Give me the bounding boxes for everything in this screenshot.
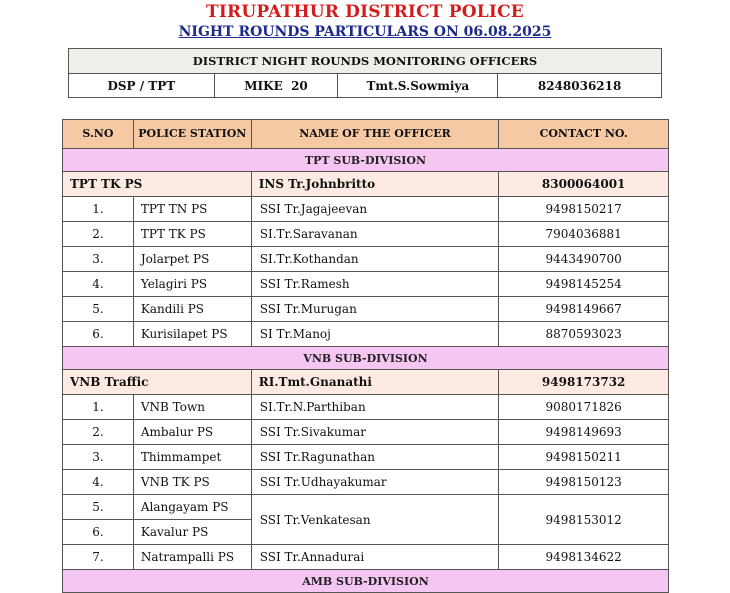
row-contact: 9443490700 (499, 247, 669, 272)
row-officer: SSI Tr.Jagajeevan (251, 197, 499, 222)
row-sno: 7. (63, 545, 134, 570)
row-station: Kurisilapet PS (133, 322, 251, 347)
row-contact: 8870593023 (499, 322, 669, 347)
column-header-station: POLICE STATION (133, 120, 251, 149)
row-officer: SI.Tr.Kothandan (251, 247, 499, 272)
row-contact: 9498153012 (499, 495, 669, 545)
row-station: Thimmampet (133, 445, 251, 470)
subdivision-row-tpt (63, 149, 669, 172)
row-station: TPT TN PS (133, 197, 251, 222)
row-station: Jolarpet PS (133, 247, 251, 272)
row-officer: SSI Tr.Ramesh (251, 272, 499, 297)
group-row-tpt (63, 172, 669, 197)
row-station: Natrampalli PS (133, 545, 251, 570)
district-callsign: MIKE 20 (214, 74, 338, 98)
row-contact: 9498150217 (499, 197, 669, 222)
district-contact: 8248036218 (498, 74, 662, 98)
row-officer: SSI Tr.Sivakumar (251, 420, 499, 445)
table-row (63, 470, 669, 495)
row-contact: 9080171826 (499, 395, 669, 420)
row-contact: 9498145254 (499, 272, 669, 297)
row-contact: 9498149667 (499, 297, 669, 322)
night-rounds-table (62, 119, 669, 593)
row-sno: 1. (63, 395, 134, 420)
row-sno: 6. (63, 520, 134, 545)
row-officer: SSI Tr.Ragunathan (251, 445, 499, 470)
row-officer: SSI Tr.Udhayakumar (251, 470, 499, 495)
row-sno: 3. (63, 247, 134, 272)
group-officer: INS Tr.Johnbritto (251, 172, 499, 197)
group-name: TPT TK PS (63, 172, 252, 197)
district-officer-name: Tmt.S.Sowmiya (338, 74, 498, 98)
document-title: TIRUPATHUR DISTRICT POLICE (206, 2, 524, 22)
subdivision-row-vnb (63, 347, 669, 370)
group-contact: 9498173732 (499, 370, 669, 395)
row-station: VNB TK PS (133, 470, 251, 495)
group-contact: 8300064001 (499, 172, 669, 197)
row-station: Kavalur PS (133, 520, 251, 545)
row-sno: 2. (63, 420, 134, 445)
table-row (63, 297, 669, 322)
row-contact: 9498150123 (499, 470, 669, 495)
row-station: Yelagiri PS (133, 272, 251, 297)
subdivision-label: TPT SUB-DIVISION (63, 149, 669, 172)
group-officer: RI.Tmt.Gnanathi (251, 370, 499, 395)
document-subtitle: NIGHT ROUNDS PARTICULARS ON 06.08.2025 (178, 24, 552, 40)
subdivision-label: VNB SUB-DIVISION (63, 347, 669, 370)
table-row (63, 420, 669, 445)
table-row (63, 247, 669, 272)
row-sno: 6. (63, 322, 134, 347)
subdivision-row-amb (63, 570, 669, 593)
row-officer: SSI Tr.Annadurai (251, 545, 499, 570)
row-contact: 7904036881 (499, 222, 669, 247)
subdivision-label: AMB SUB-DIVISION (63, 570, 669, 593)
table-row (63, 197, 669, 222)
column-header-sno: S.NO (63, 120, 134, 149)
table-row (63, 272, 669, 297)
row-contact: 9498134622 (499, 545, 669, 570)
district-officers-heading: DISTRICT NIGHT ROUNDS MONITORING OFFICERS (69, 49, 662, 74)
row-contact: 9498150211 (499, 445, 669, 470)
row-sno: 2. (63, 222, 134, 247)
row-sno: 5. (63, 495, 134, 520)
table-header-row (63, 120, 669, 149)
district-officers-table (68, 48, 662, 98)
column-header-officer: NAME OF THE OFFICER (251, 120, 499, 149)
table-row (63, 222, 669, 247)
row-sno: 4. (63, 470, 134, 495)
row-officer: SI.Tr.N.Parthiban (251, 395, 499, 420)
row-officer: SI.Tr.Saravanan (251, 222, 499, 247)
row-station: Kandili PS (133, 297, 251, 322)
table-row (63, 445, 669, 470)
row-officer: SSI Tr.Murugan (251, 297, 499, 322)
row-sno: 4. (63, 272, 134, 297)
group-name: VNB Traffic (63, 370, 252, 395)
row-station: TPT TK PS (133, 222, 251, 247)
row-sno: 3. (63, 445, 134, 470)
column-header-contact: CONTACT NO. (499, 120, 669, 149)
row-officer: SI Tr.Manoj (251, 322, 499, 347)
table-row (63, 322, 669, 347)
district-designation: DSP / TPT (69, 74, 215, 98)
row-officer: SSI Tr.Venkatesan (251, 495, 499, 545)
table-row (63, 545, 669, 570)
row-sno: 5. (63, 297, 134, 322)
table-row (63, 495, 669, 520)
row-station: VNB Town (133, 395, 251, 420)
row-station: Ambalur PS (133, 420, 251, 445)
table-row (63, 395, 669, 420)
row-sno: 1. (63, 197, 134, 222)
row-contact: 9498149693 (499, 420, 669, 445)
row-station: Alangayam PS (133, 495, 251, 520)
group-row-vnb (63, 370, 669, 395)
